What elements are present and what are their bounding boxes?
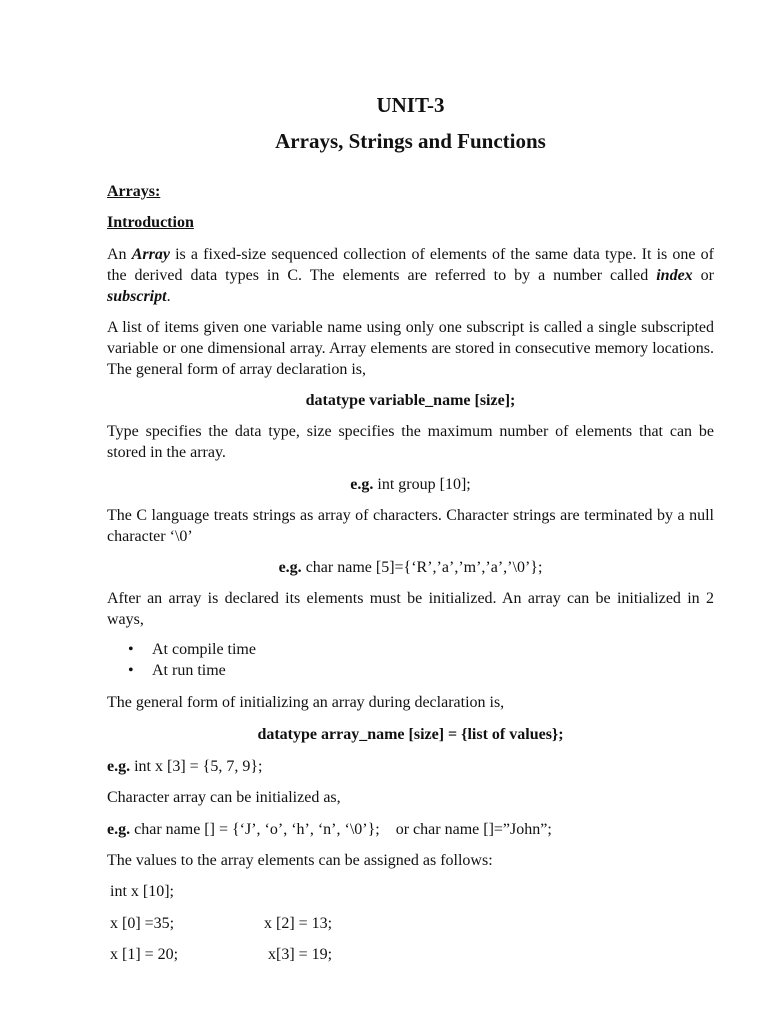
syntax-initialization: datatype array_name [size] = {list of values}; (257, 726, 564, 743)
paragraph-character-array: Character array can be initialized as, (107, 789, 341, 806)
text-run: is a fixed-size sequenced collection of elements of the same data type. It is one of the derived data types in C. The elements are referred to by a number called (107, 246, 714, 284)
code-assign-x0: x [0] =35; (110, 915, 175, 932)
example-code: int x [3] = {5, 7, 9}; (130, 758, 263, 775)
paragraph-initialization: After an array is declared its elements must be initialized. An array can be initialized in 2 ways, (107, 590, 714, 628)
paragraph-strings: The C language treats strings as array of characters. Character strings are terminated by a null character ‘\0’ (107, 507, 714, 545)
example-code: int group [10]; (373, 476, 471, 493)
term-index: index (656, 267, 693, 284)
example-label: e.g. (107, 821, 131, 838)
example-label: e.g. (350, 476, 374, 493)
syntax-declaration: datatype variable_name [size]; (305, 392, 516, 409)
example-int-group (107, 474, 714, 495)
bullet-list (107, 639, 256, 681)
example-label: e.g. (107, 758, 131, 775)
code-assign-x2: x [2] = 13; (264, 915, 333, 932)
bullet-icon: • (128, 662, 134, 679)
paragraph-general-form: The general form of initializing an array during declaration is, (107, 694, 505, 711)
term-array: Array (131, 246, 170, 263)
page-title: Arrays, Strings and Functions (275, 129, 546, 153)
list-item-label: At compile time (152, 641, 256, 658)
example-code: char name [5]={‘R’,’a’,’m’,’a’,’\0’}; (301, 559, 543, 576)
text-run: or (692, 267, 715, 284)
section-heading-introduction: Introduction (107, 214, 194, 231)
text-run: An (107, 246, 132, 263)
unit-heading: UNIT-3 (376, 93, 445, 117)
example-int-x (107, 756, 714, 777)
bullet-icon: • (128, 641, 134, 658)
code-assign-x1: x [1] = 20; (110, 946, 179, 963)
example-char-name-john (107, 819, 714, 840)
code-assign-x3: x[3] = 19; (268, 946, 333, 963)
term-subscript: subscript (107, 288, 167, 305)
example-char-name (107, 557, 714, 578)
example-label: e.g. (278, 559, 302, 576)
paragraph-type-size: Type specifies the data type, size specifies the maximum number of elements that can be stored in the array. (107, 423, 714, 461)
paragraph-assign-values: The values to the array elements can be assigned as follows: (107, 852, 493, 869)
list-item-label: At run time (152, 662, 226, 679)
code-declaration: int x [10]; (110, 883, 174, 900)
list-item (107, 639, 256, 660)
paragraph-array-definition (107, 244, 714, 307)
paragraph-one-dimensional: A list of items given one variable name using only one subscript is called a single subscripted variable or one dimensional array. Array elements are stored in consecutive memory locations. The general form of array declaration is, (107, 319, 714, 378)
list-item (107, 660, 256, 681)
text-run: . (166, 288, 171, 305)
section-heading-arrays: Arrays: (107, 183, 161, 200)
example-code: char name [] = {‘J’, ‘o’, ‘h’, ‘n’, ‘\0’}; or char name []=”John”; (130, 821, 552, 838)
